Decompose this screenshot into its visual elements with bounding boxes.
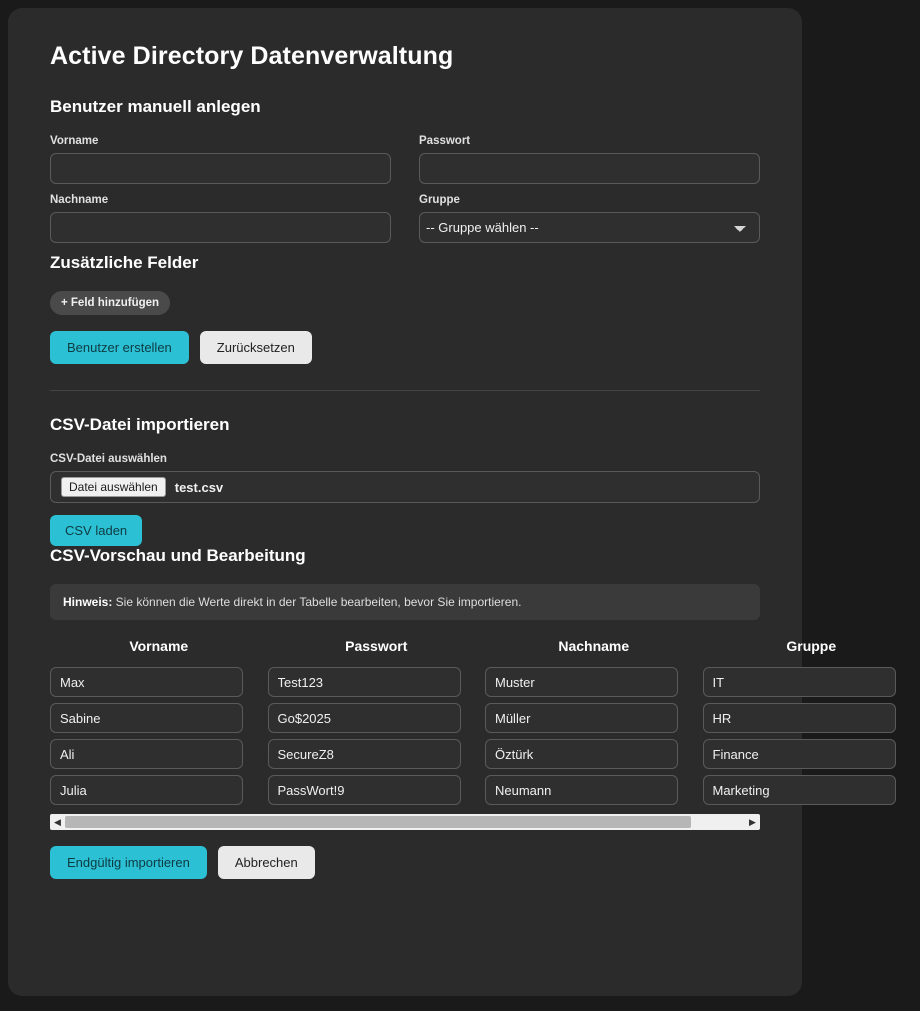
table-cell: [268, 772, 486, 808]
scroll-right-arrow-icon[interactable]: ▶: [749, 816, 756, 827]
manual-section-title: Benutzer manuell anlegen: [50, 97, 261, 116]
table-cell: [268, 700, 486, 736]
table-cell: [268, 664, 486, 700]
csv-section-title: CSV-Datei importieren: [50, 415, 230, 434]
vorname-input[interactable]: [50, 153, 391, 184]
column-header-passwort: Passwort: [345, 638, 408, 654]
label-nachname: Nachname: [50, 194, 109, 206]
field-nachname: [50, 194, 391, 243]
manual-action-row: [50, 331, 760, 364]
column-header-nachname: Nachname: [558, 638, 630, 654]
cell-input-2-1[interactable]: [268, 739, 461, 769]
extra-fields-title: Zusätzliche Felder: [50, 253, 199, 272]
cell-input-1-3[interactable]: [703, 703, 896, 733]
field-gruppe: [419, 194, 760, 243]
scroll-left-arrow-icon[interactable]: ◀: [54, 816, 61, 827]
table-horizontal-scrollbar[interactable]: [50, 814, 760, 830]
column-header-gruppe: Gruppe: [786, 638, 837, 654]
scroll-thumb[interactable]: [65, 816, 691, 828]
table-cell: [703, 772, 920, 808]
cell-input-3-3[interactable]: [703, 775, 896, 805]
page-title: Active Directory Datenverwaltung: [50, 42, 454, 70]
cell-input-1-0[interactable]: [50, 703, 243, 733]
table-cell: [485, 736, 703, 772]
selected-file-name: test.csv: [174, 479, 224, 495]
cell-input-2-0[interactable]: [50, 739, 243, 769]
csv-table-wrapper: [50, 638, 837, 808]
field-passwort: [419, 135, 760, 184]
table-cell: [485, 772, 703, 808]
label-gruppe: Gruppe: [419, 194, 460, 206]
hint-prefix: Hinweis:: [63, 595, 113, 609]
table-row: [50, 736, 920, 772]
reset-button[interactable]: Zurücksetzen: [200, 331, 312, 364]
preview-section-title: CSV-Vorschau und Bearbeitung: [50, 546, 306, 565]
hint-text: Sie können die Werte direkt in der Tabelle bearbeiten, bevor Sie importieren.: [112, 595, 522, 609]
field-vorname: [50, 135, 391, 184]
table-header-row: [50, 638, 920, 664]
cell-input-3-2[interactable]: [485, 775, 678, 805]
section-divider: [50, 390, 760, 391]
cell-input-0-2[interactable]: [485, 667, 678, 697]
table-cell: [50, 772, 268, 808]
load-csv-button[interactable]: CSV laden: [50, 515, 142, 546]
passwort-input[interactable]: [419, 153, 760, 184]
table-cell: [485, 700, 703, 736]
table-cell: [50, 664, 268, 700]
cell-input-2-3[interactable]: [703, 739, 896, 769]
table-cell: [703, 736, 920, 772]
table-row: [50, 664, 920, 700]
column-header-vorname: Vorname: [129, 638, 189, 654]
choose-file-button[interactable]: Datei auswählen: [61, 477, 166, 497]
cell-input-1-2[interactable]: [485, 703, 678, 733]
gruppe-select[interactable]: [419, 212, 760, 243]
csv-preview-table: [50, 638, 920, 808]
import-action-row: [50, 846, 760, 879]
final-import-button[interactable]: Endgültig importieren: [50, 846, 207, 879]
cell-input-0-1[interactable]: [268, 667, 461, 697]
table-row: [50, 772, 920, 808]
cancel-button[interactable]: Abbrechen: [218, 846, 315, 879]
scroll-track[interactable]: [65, 814, 745, 830]
cell-input-2-2[interactable]: [485, 739, 678, 769]
cell-input-0-0[interactable]: [50, 667, 243, 697]
csv-file-row[interactable]: [50, 471, 760, 503]
app-card: [8, 8, 837, 996]
add-field-button[interactable]: + Feld hinzufügen: [50, 291, 170, 315]
manual-form-grid: [50, 135, 760, 253]
label-passwort: Passwort: [419, 135, 471, 147]
table-cell: [703, 664, 920, 700]
cell-input-3-1[interactable]: [268, 775, 461, 805]
cell-input-3-0[interactable]: [50, 775, 243, 805]
nachname-input[interactable]: [50, 212, 391, 243]
cell-input-1-1[interactable]: [268, 703, 461, 733]
table-cell: [268, 736, 486, 772]
table-cell: [703, 700, 920, 736]
table-cell: [50, 736, 268, 772]
csv-file-label: CSV-Datei auswählen: [50, 453, 167, 465]
label-vorname: Vorname: [50, 135, 99, 147]
create-user-button[interactable]: Benutzer erstellen: [50, 331, 189, 364]
table-row: [50, 700, 920, 736]
cell-input-0-3[interactable]: [703, 667, 896, 697]
hint-box: [50, 584, 760, 620]
table-cell: [485, 664, 703, 700]
table-cell: [50, 700, 268, 736]
